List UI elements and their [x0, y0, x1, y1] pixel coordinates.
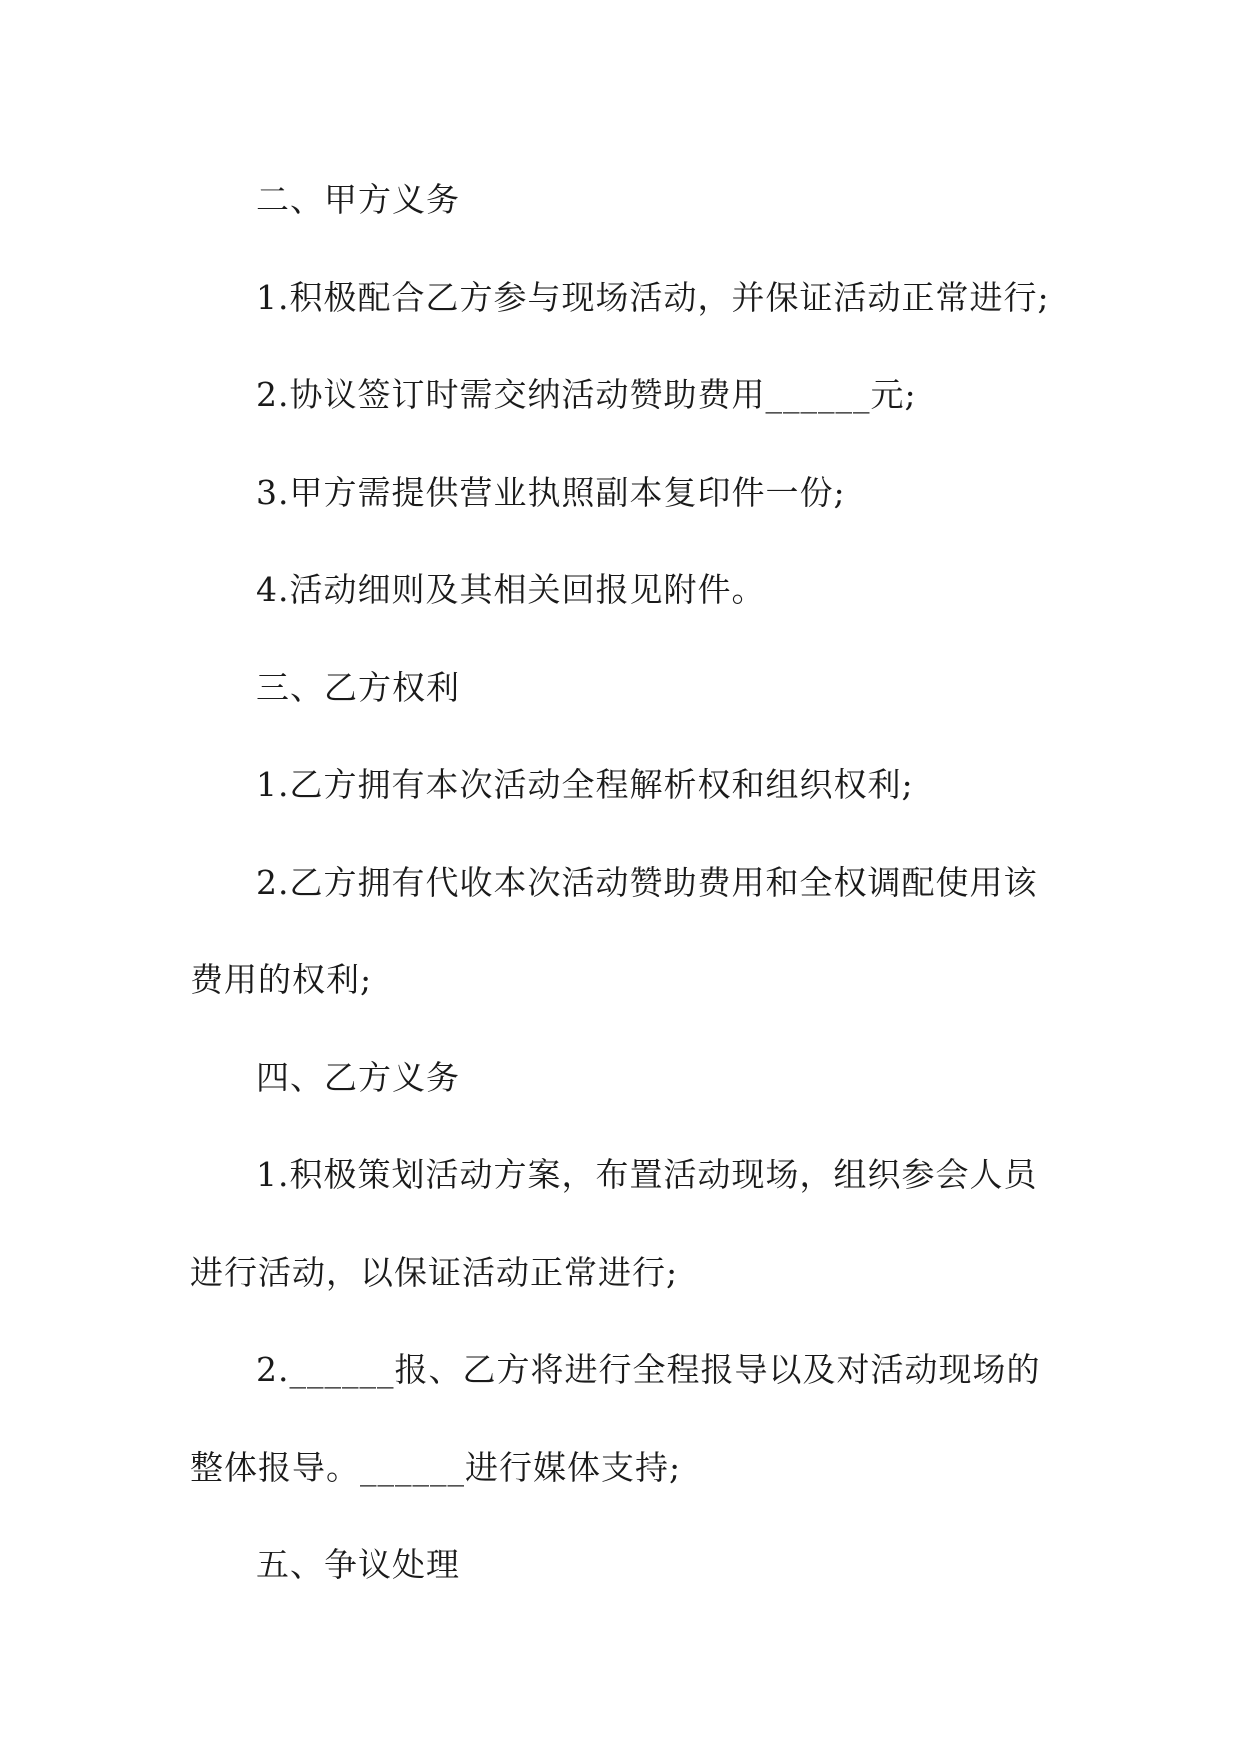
- paragraph-line: 4.活动细则及其相关回报见附件。: [256, 570, 766, 609]
- paragraph-line-continuation: 进行活动，以保证活动正常进行;: [190, 1253, 679, 1292]
- paragraph-line-continuation: 费用的权利;: [190, 960, 373, 999]
- paragraph-line: 2.乙方拥有代收本次活动赞助费用和全权调配使用该: [256, 863, 1038, 902]
- section-heading-dispute-resolution: 五、争议处理: [256, 1545, 460, 1584]
- paragraph-line: 1.积极配合乙方参与现场活动，并保证活动正常进行;: [256, 278, 1050, 317]
- paragraph-line: 1.乙方拥有本次活动全程解析权和组织权利;: [256, 765, 914, 804]
- paragraph-line: 2.______报、乙方将进行全程报导以及对活动现场的: [256, 1350, 1041, 1389]
- section-heading-party-b-rights: 三、乙方权利: [256, 668, 460, 707]
- paragraph-line: 3.甲方需提供营业执照副本复印件一份;: [256, 473, 846, 512]
- paragraph-line: 2.协议签订时需交纳活动赞助费用______元;: [256, 375, 917, 414]
- paragraph-line: 1.积极策划活动方案，布置活动现场，组织参会人员: [256, 1155, 1038, 1194]
- section-heading-party-b-obligations: 四、乙方义务: [256, 1058, 460, 1097]
- paragraph-line-continuation: 整体报导。______进行媒体支持;: [190, 1448, 682, 1487]
- section-heading-party-a-obligations: 二、甲方义务: [256, 180, 460, 219]
